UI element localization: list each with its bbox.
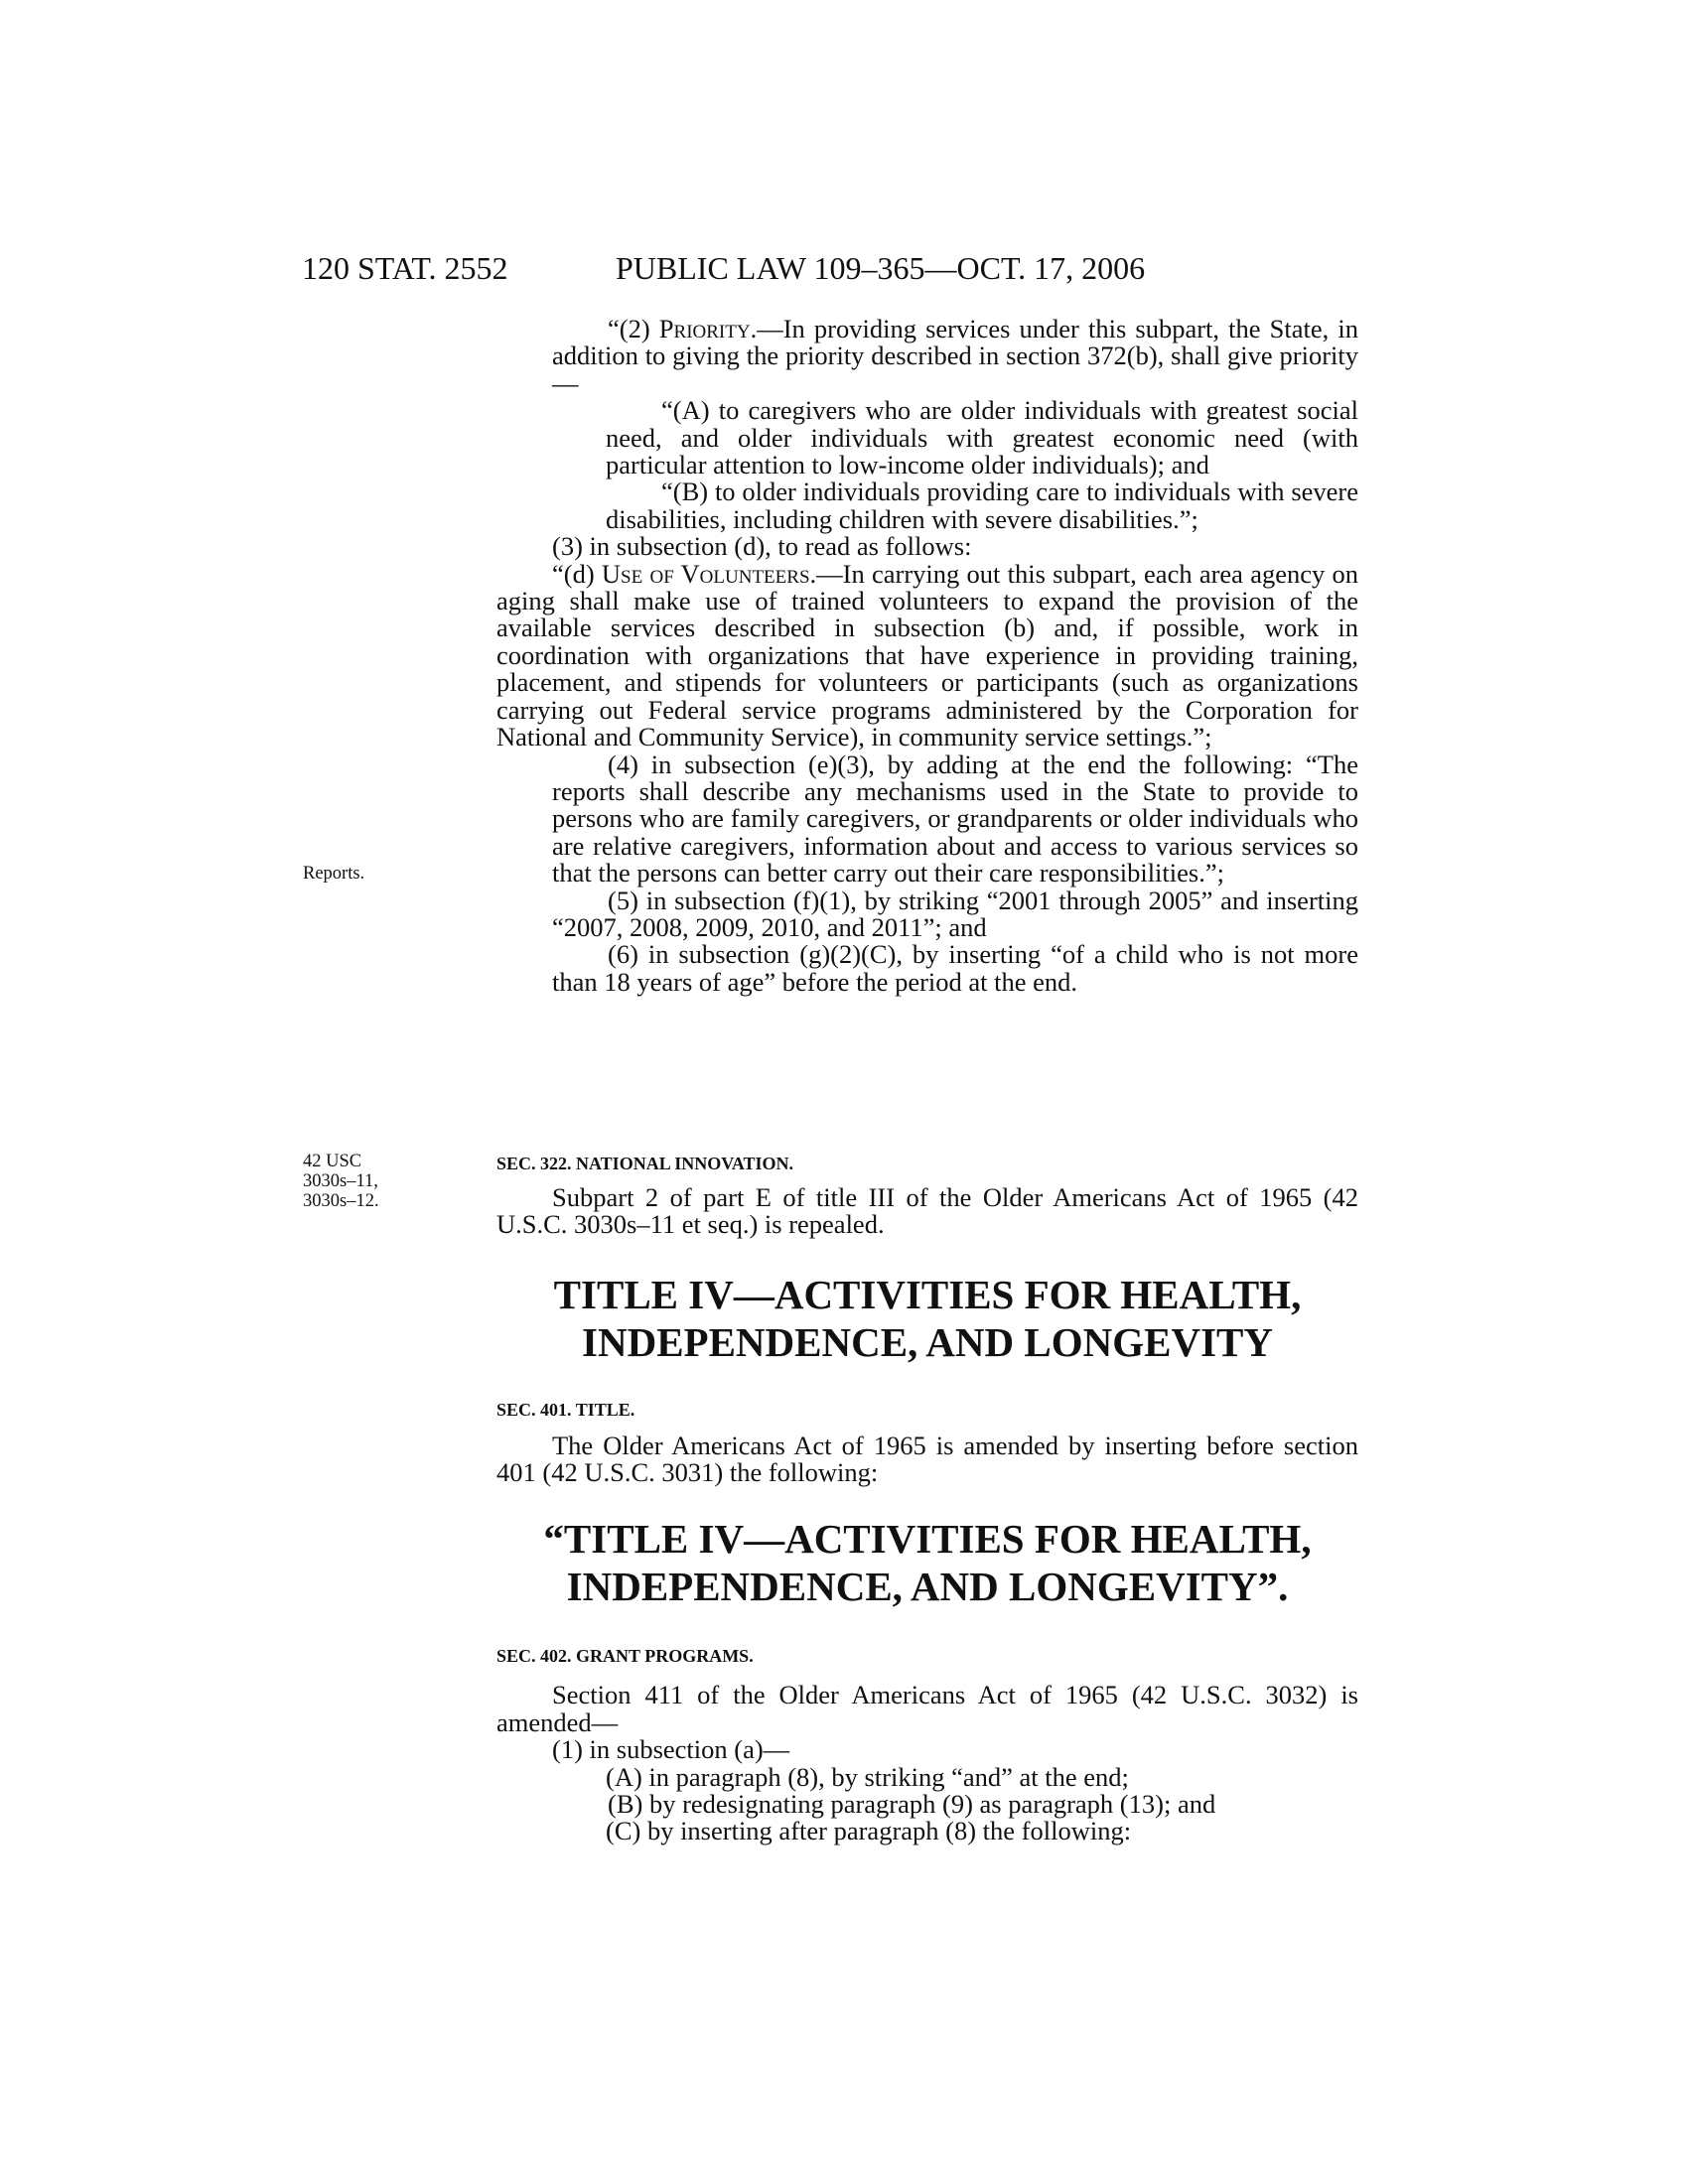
quote-open: “(d) bbox=[552, 558, 602, 589]
title-line: INDEPENDENCE, AND LONGEVITY”. bbox=[566, 1564, 1289, 1609]
item-b: (B) by redesignating paragraph (9) as paragraph (13); and bbox=[608, 1789, 1216, 1820]
page-stat-citation: 120 STAT. 2552 bbox=[302, 250, 508, 286]
section-402 bbox=[496, 1643, 1358, 1845]
section-text: The Older Americans Act of 1965 is amended by inserting before section 401 (42 U.S.C. 3031) the following: bbox=[496, 1431, 1358, 1488]
quote-open: “(2) bbox=[608, 314, 659, 343]
margin-note-usc-line: 3030s–11, bbox=[303, 1171, 378, 1191]
paragraph-priority bbox=[496, 316, 1358, 397]
item-c: (C) by inserting after paragraph (8) the following: bbox=[606, 1816, 1132, 1846]
quoted-title-heading bbox=[496, 1515, 1358, 1610]
page-header-law: PUBLIC LAW 109–365—OCT. 17, 2006 bbox=[616, 250, 1146, 286]
item-a: “(A) to caregivers who are older individuals with greatest social need, and older individuals with greatest economic need (with particular attention to low-income older individuals); and bbox=[606, 395, 1358, 480]
margin-note-reports: Reports. bbox=[303, 864, 365, 884]
subsection-d bbox=[496, 558, 1358, 752]
subsection-d-text: .—In carrying out this subpart, each area agency on aging shall make use of trained volunteers to expand the provision of the available services described in subsection (b) and, if possible, work in coordination with organizations that have experience in providing training, placement, and stipends for volunteers or participants (such as organizations carrying out Federal service programs administered by the Corporation for National and Community Service), in community service settings.”; bbox=[496, 558, 1358, 752]
title-line: “TITLE IV—ACTIVITIES FOR HEALTH, bbox=[543, 1516, 1312, 1562]
title-heading bbox=[496, 1271, 1358, 1366]
section-322 bbox=[496, 1154, 1358, 1239]
title-line: INDEPENDENCE, AND LONGEVITY bbox=[582, 1319, 1273, 1365]
title-line: TITLE IV—ACTIVITIES FOR HEALTH, bbox=[553, 1272, 1302, 1317]
priority-text: .—In providing services under this subpart, the State, in addition to giving the priority described in section 372(b), shall give priority— bbox=[552, 314, 1358, 398]
item-6: (6) in subsection (g)(2)(C), by inserting “of a child who is not more than 18 years of age” before the period at the end. bbox=[552, 939, 1358, 997]
item-a: (A) in paragraph (8), by striking “and” at the end; bbox=[606, 1761, 1129, 1792]
caption-priority: Priority bbox=[658, 314, 751, 343]
section-heading: SEC. 322. NATIONAL INNOVATION. bbox=[496, 1154, 794, 1173]
section-heading: SEC. 402. GRANT PROGRAMS. bbox=[496, 1646, 754, 1666]
margin-note-usc-line: 42 USC bbox=[303, 1152, 362, 1171]
item-5: (5) in subsection (f)(1), by striking “2001 through 2005” and inserting “2007, 2008, 2009, 2010, and 2011”; and bbox=[552, 885, 1358, 942]
amendment-block bbox=[496, 316, 1358, 996]
item-3: (3) in subsection (d), to read as follows: bbox=[552, 531, 972, 562]
section-text: Subpart 2 of part E of title III of the Older Americans Act of 1965 (42 U.S.C. 3030s–11 et seq.) is repealed. bbox=[496, 1182, 1358, 1240]
section-401 bbox=[496, 1400, 1358, 1487]
caption-use-of-volunteers: Use of Volunteers bbox=[601, 558, 810, 589]
item-b: “(B) to older individuals providing care to individuals with severe disabilities, including children with severe disabilities.”; bbox=[606, 477, 1358, 534]
section-text: Section 411 of the Older Americans Act of 1965 (42 U.S.C. 3032) is amended— bbox=[496, 1680, 1358, 1737]
item-1: (1) in subsection (a)— bbox=[552, 1734, 790, 1765]
section-heading: SEC. 401. TITLE. bbox=[496, 1400, 635, 1420]
margin-note-usc-line: 3030s–12. bbox=[303, 1191, 379, 1211]
item-4: (4) in subsection (e)(3), by adding at the end the following: “The reports shall describe any mechanisms used in the State to provide to persons who are family caregivers, or grandparents or older individuals who are relative caregivers, information about and access to various services so that the persons can better carry out their care responsibilities.”; bbox=[552, 749, 1358, 888]
margin-note-usc bbox=[303, 1152, 379, 1211]
